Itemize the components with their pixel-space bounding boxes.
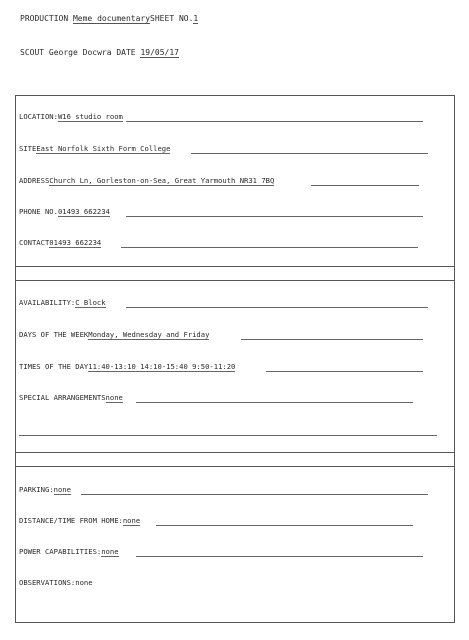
observations-field [19, 578, 93, 588]
contact-rule [121, 247, 418, 248]
location-field [19, 112, 123, 122]
section-divider-3 [16, 452, 454, 453]
production-value: Meme documentary [72, 14, 151, 23]
observations-value: none [75, 578, 93, 587]
times-value: 11:40-13:10 14:10-15:40 9:50-11:20 [88, 362, 236, 371]
parking-label: PARKING: [19, 485, 54, 494]
production-label: PRODUCTION [20, 14, 73, 23]
distance-value: none [122, 516, 141, 525]
days-label: DAYS OF THE WEEK [19, 330, 89, 339]
address-label: ADDRESS [19, 176, 50, 185]
days-value: Monday, Wednesday and Friday [88, 330, 210, 339]
location-rule [126, 121, 423, 122]
parking-rule [81, 494, 428, 495]
scouting-form [15, 95, 455, 623]
address-rule [311, 185, 419, 186]
phone-label: PHONE NO. [19, 207, 58, 216]
scout-label: SCOUT [20, 48, 49, 57]
scout-line [20, 48, 179, 58]
scout-value: George Docwra [48, 48, 112, 57]
special-label: SPECIAL ARRANGEMENTS [19, 393, 106, 402]
site-rule [191, 153, 428, 154]
availability-value: C Block [75, 298, 106, 307]
date-value: 19/05/17 [140, 48, 179, 57]
distance-rule [156, 525, 413, 526]
parking-value: none [53, 485, 71, 494]
power-value: none [101, 547, 119, 556]
parking-field [19, 485, 71, 495]
address-field [19, 176, 274, 186]
section-divider-2 [16, 280, 454, 281]
times-field [19, 362, 235, 372]
sheet-label: SHEET NO. [150, 14, 194, 23]
days-field [19, 330, 209, 340]
location-value: W16 studio room [57, 112, 123, 121]
availability-label: AVAILABILITY: [19, 298, 76, 307]
availability-field [19, 298, 106, 308]
power-label: POWER CAPABILITIES: [19, 547, 102, 556]
contact-label: CONTACT [19, 238, 50, 247]
site-field [19, 144, 170, 154]
special-rule [136, 402, 413, 403]
distance-label: DISTANCE/TIME FROM HOME: [19, 516, 123, 525]
site-value: East Norfolk Sixth Form College [36, 144, 171, 153]
special-arrangements-field [19, 393, 123, 403]
address-value: Church Ln, Gorleston-on-Sea, Great Yarmouth NR31 7BQ [49, 176, 275, 185]
special-value: none [105, 393, 123, 402]
section-divider-1 [16, 266, 454, 267]
contact-field [19, 238, 101, 248]
phone-field [19, 207, 110, 217]
times-rule [266, 371, 423, 372]
phone-rule [126, 216, 423, 217]
date-label: DATE [111, 48, 141, 57]
observations-label: OBSERVATIONS: [19, 578, 76, 587]
sheet-number: 1 [193, 14, 199, 23]
distance-field [19, 516, 140, 526]
contact-value: 01493 662234 [49, 238, 102, 247]
phone-value: 01493 662234 [57, 207, 110, 216]
power-field [19, 547, 119, 557]
times-label: TIMES OF THE DAY [19, 362, 89, 371]
production-line [20, 14, 198, 24]
location-label: LOCATION: [19, 112, 58, 121]
section-divider-4 [16, 466, 454, 467]
availability-rule [126, 307, 428, 308]
power-rule [136, 556, 423, 557]
blank-line [19, 435, 437, 436]
site-label: SITE [19, 144, 37, 153]
days-rule [241, 339, 423, 340]
